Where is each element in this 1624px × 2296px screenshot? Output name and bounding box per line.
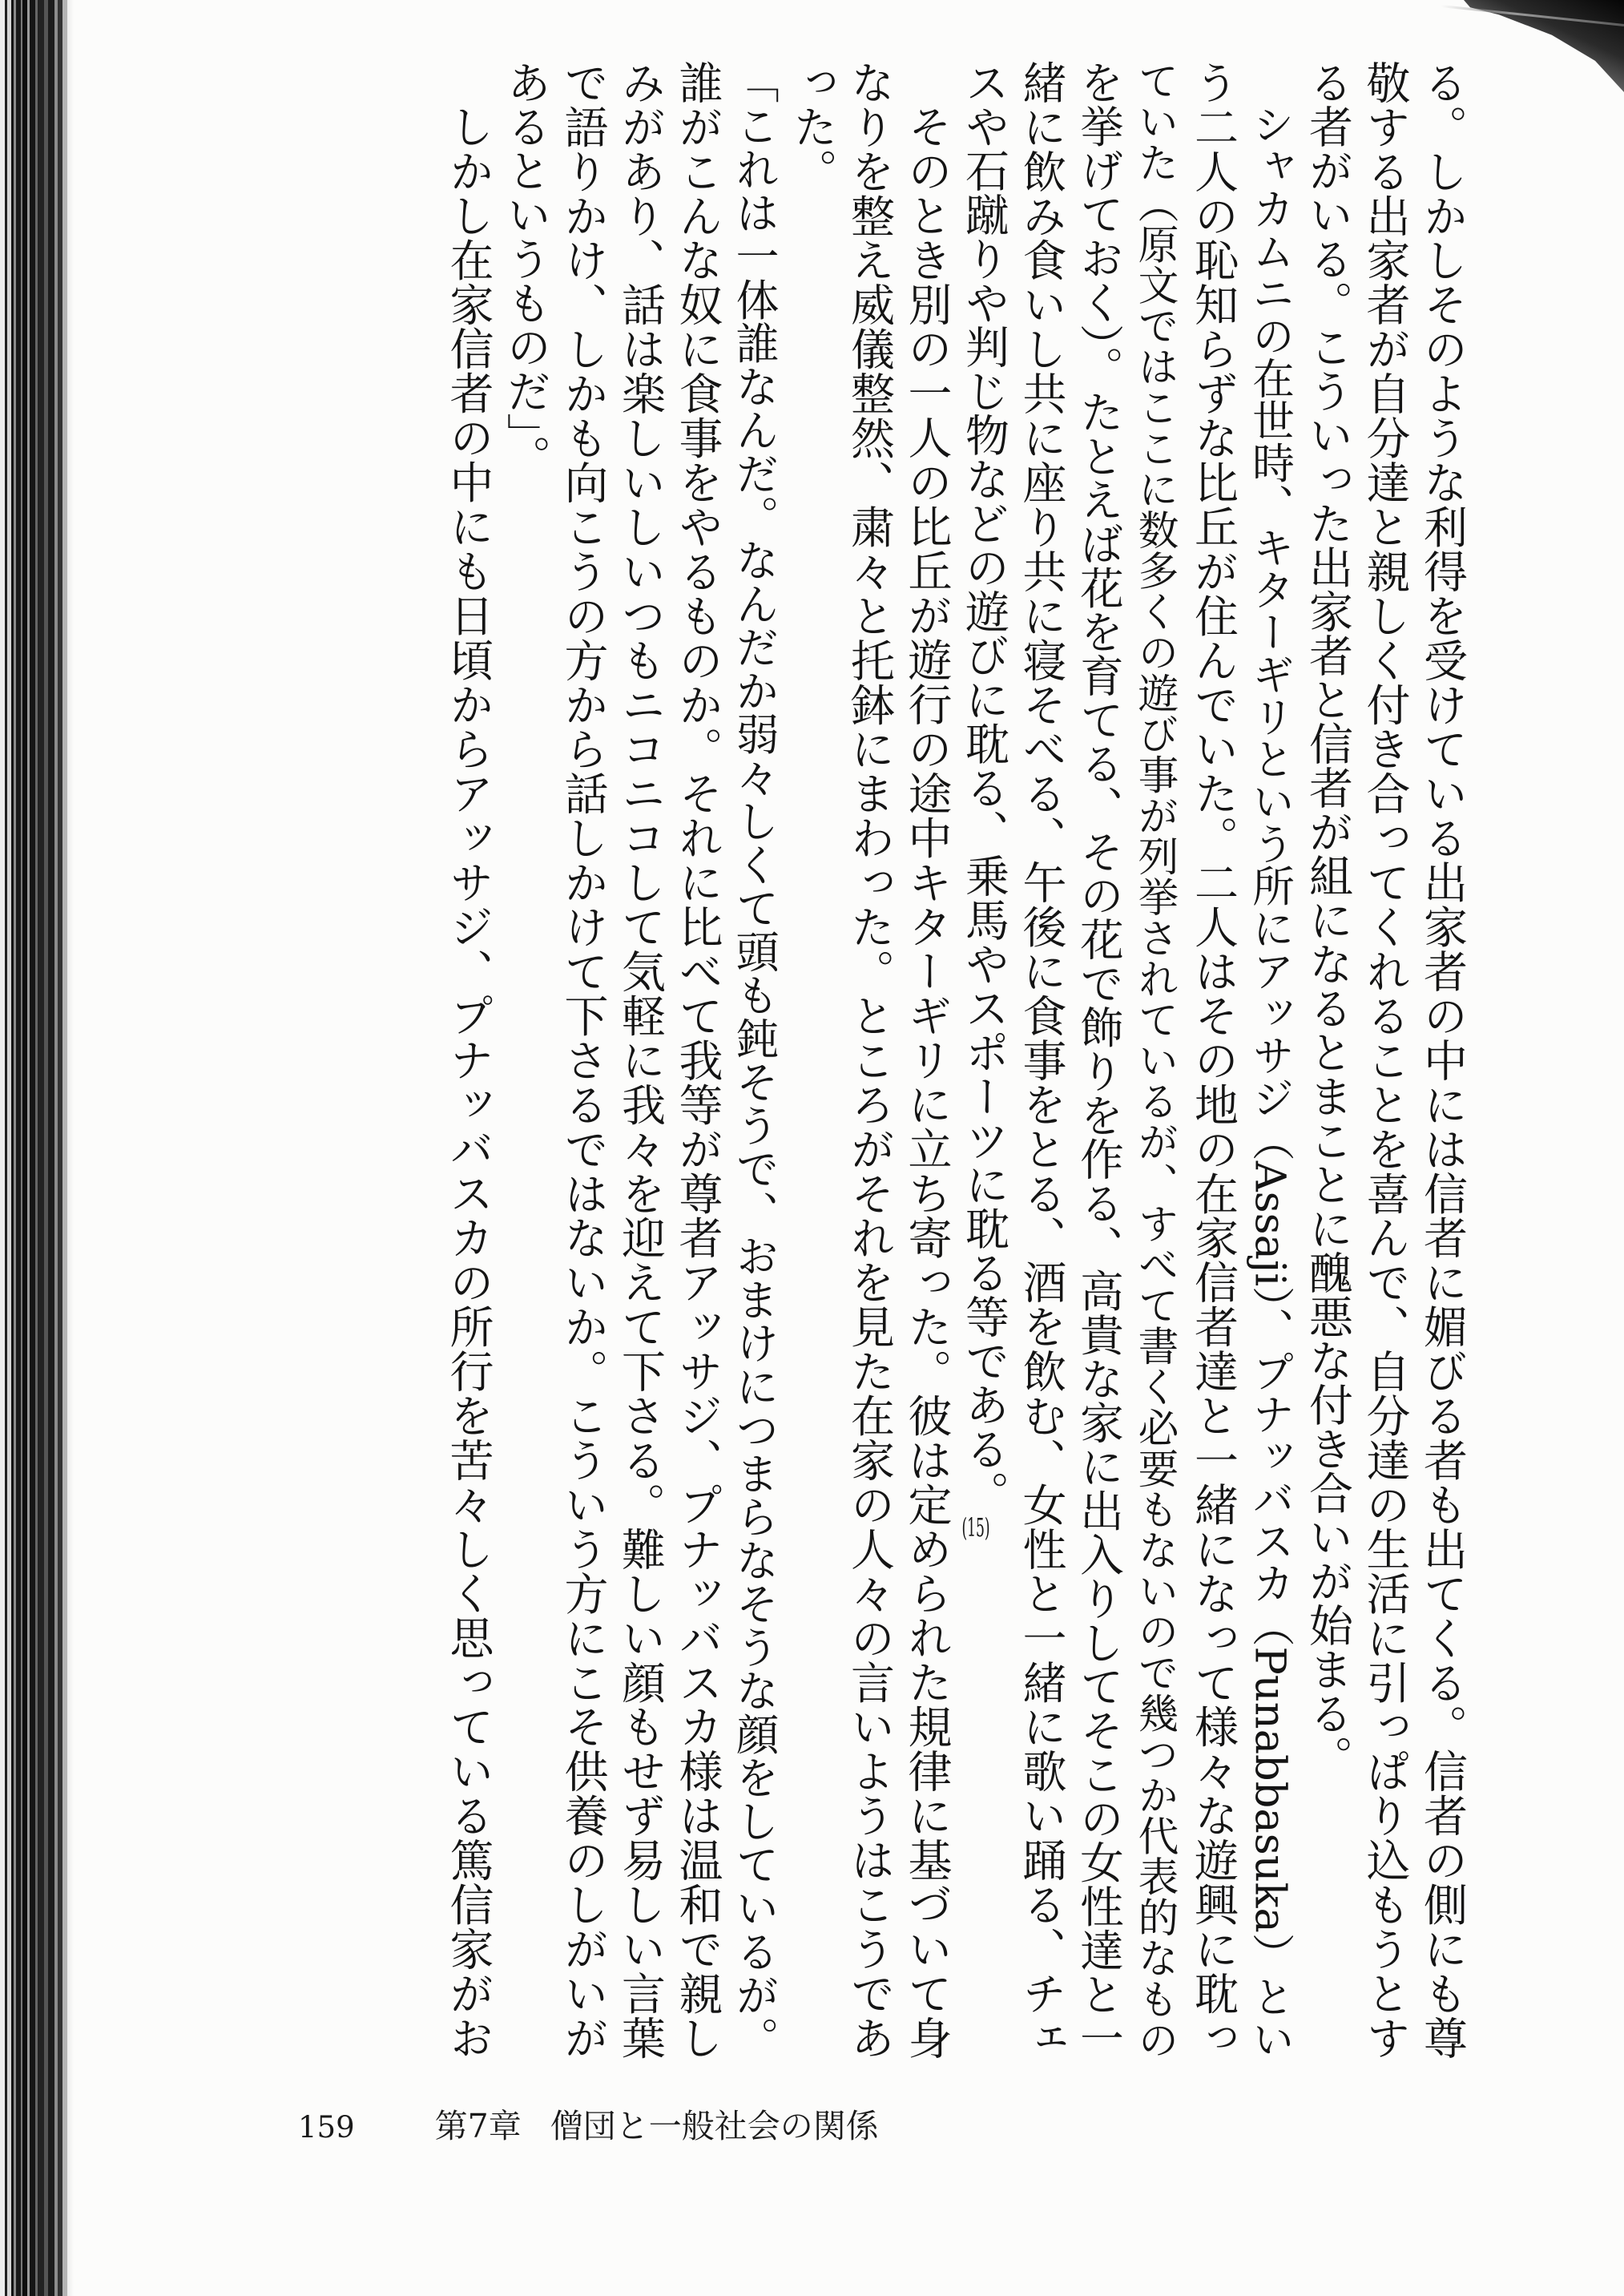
text-column <box>955 60 1013 2060</box>
chapter-number: 第7章 <box>434 2107 522 2145</box>
text-column: 緒に飲み食いし共に座り共に寝そべる、午後に食事をとる、酒を飲む、女性と一緒に歌い踊る、チェ <box>1015 60 1067 2060</box>
text-column: あるというものだ」。 <box>500 60 551 479</box>
text-column: を挙げておく）。たとえば花を育てる、その花で飾りを作る、高貴な家に出入りしてそこの女性達と一 <box>1073 60 1124 2060</box>
text-column: る者がいる。こういった出家者と信者が組になるとまことに醜悪な付き合いが始まる。 <box>1302 60 1353 1779</box>
text-column: みがあり、話は楽しいしいつもニコニコして気軽に我々を迎えて下さる。難しい顔もせず易しい言葉 <box>615 60 666 2060</box>
text-column: った。 <box>786 60 838 192</box>
text-column: る。しかしそのような利得を受けている出家者の中には信者に媚びる者も出てくる。信者の側にも尊 <box>1416 60 1468 2060</box>
text-column: なりを整え威儀整然、粛々と托鉢にまわった。ところがそれを見た在家の人々の言いようはこうであ <box>844 60 895 2060</box>
book-binding-shadow <box>0 0 74 2296</box>
text-column: ていた（原文ではここに数多くの遊び事が列挙されているが、すべて書く必要もないので幾つか代表的なもの <box>1131 60 1179 2060</box>
text-column: で語りかけ、しかも向こうの方から話しかけて下さるではないか。こういう方にこそ供養のしがいが <box>557 60 609 2060</box>
text-column: 誰がこんな奴に食事をやるものか。それに比べて我等が尊者アッサジ、プナッバスカ様は温和で親し <box>671 60 723 2060</box>
text-column: シャカムニの在世時、キターギリという所にアッサジ（Assaji）、プナッバスカ（Punabbasuka）とい <box>1245 102 1295 2060</box>
text-column: 「これは一体誰なんだ。なんだか弱々しくて頭も鈍そうで、おまけにつまらなそうな顔をしているが。 <box>729 60 780 2060</box>
page-corner-shadow <box>1464 0 1624 92</box>
page-number: 159 <box>298 2110 355 2145</box>
text-column: そのとき別の一人の比丘が遊行の途中キターギリに立ち寄った。彼は定められた規律に基づいて身 <box>901 104 953 2060</box>
body-text <box>439 60 1470 2060</box>
column-text: スや石蹴りや判じ物などの遊びに耽る、乗馬やスポーツに耽る等である。 <box>958 60 1009 1515</box>
text-column: しかし在家信者の中にも日頃からアッサジ、プナッバスカの所行を苦々しく思っている篤信家がお <box>442 104 494 2060</box>
chapter-title: 僧団と一般社会の関係 <box>550 2107 879 2145</box>
page-footer <box>298 2106 879 2146</box>
text-column: 敬する出家者が自分達と親しく付き合ってくれることを喜んで、自分達の生活に引っぱり込もうとす <box>1359 60 1411 2060</box>
footnote-reference: (15) <box>961 1515 990 1540</box>
text-column: う二人の恥知らずな比丘が住んでいた。二人はその地の在家信者達と一緒になって様々な遊興に耽っ <box>1187 60 1239 2060</box>
